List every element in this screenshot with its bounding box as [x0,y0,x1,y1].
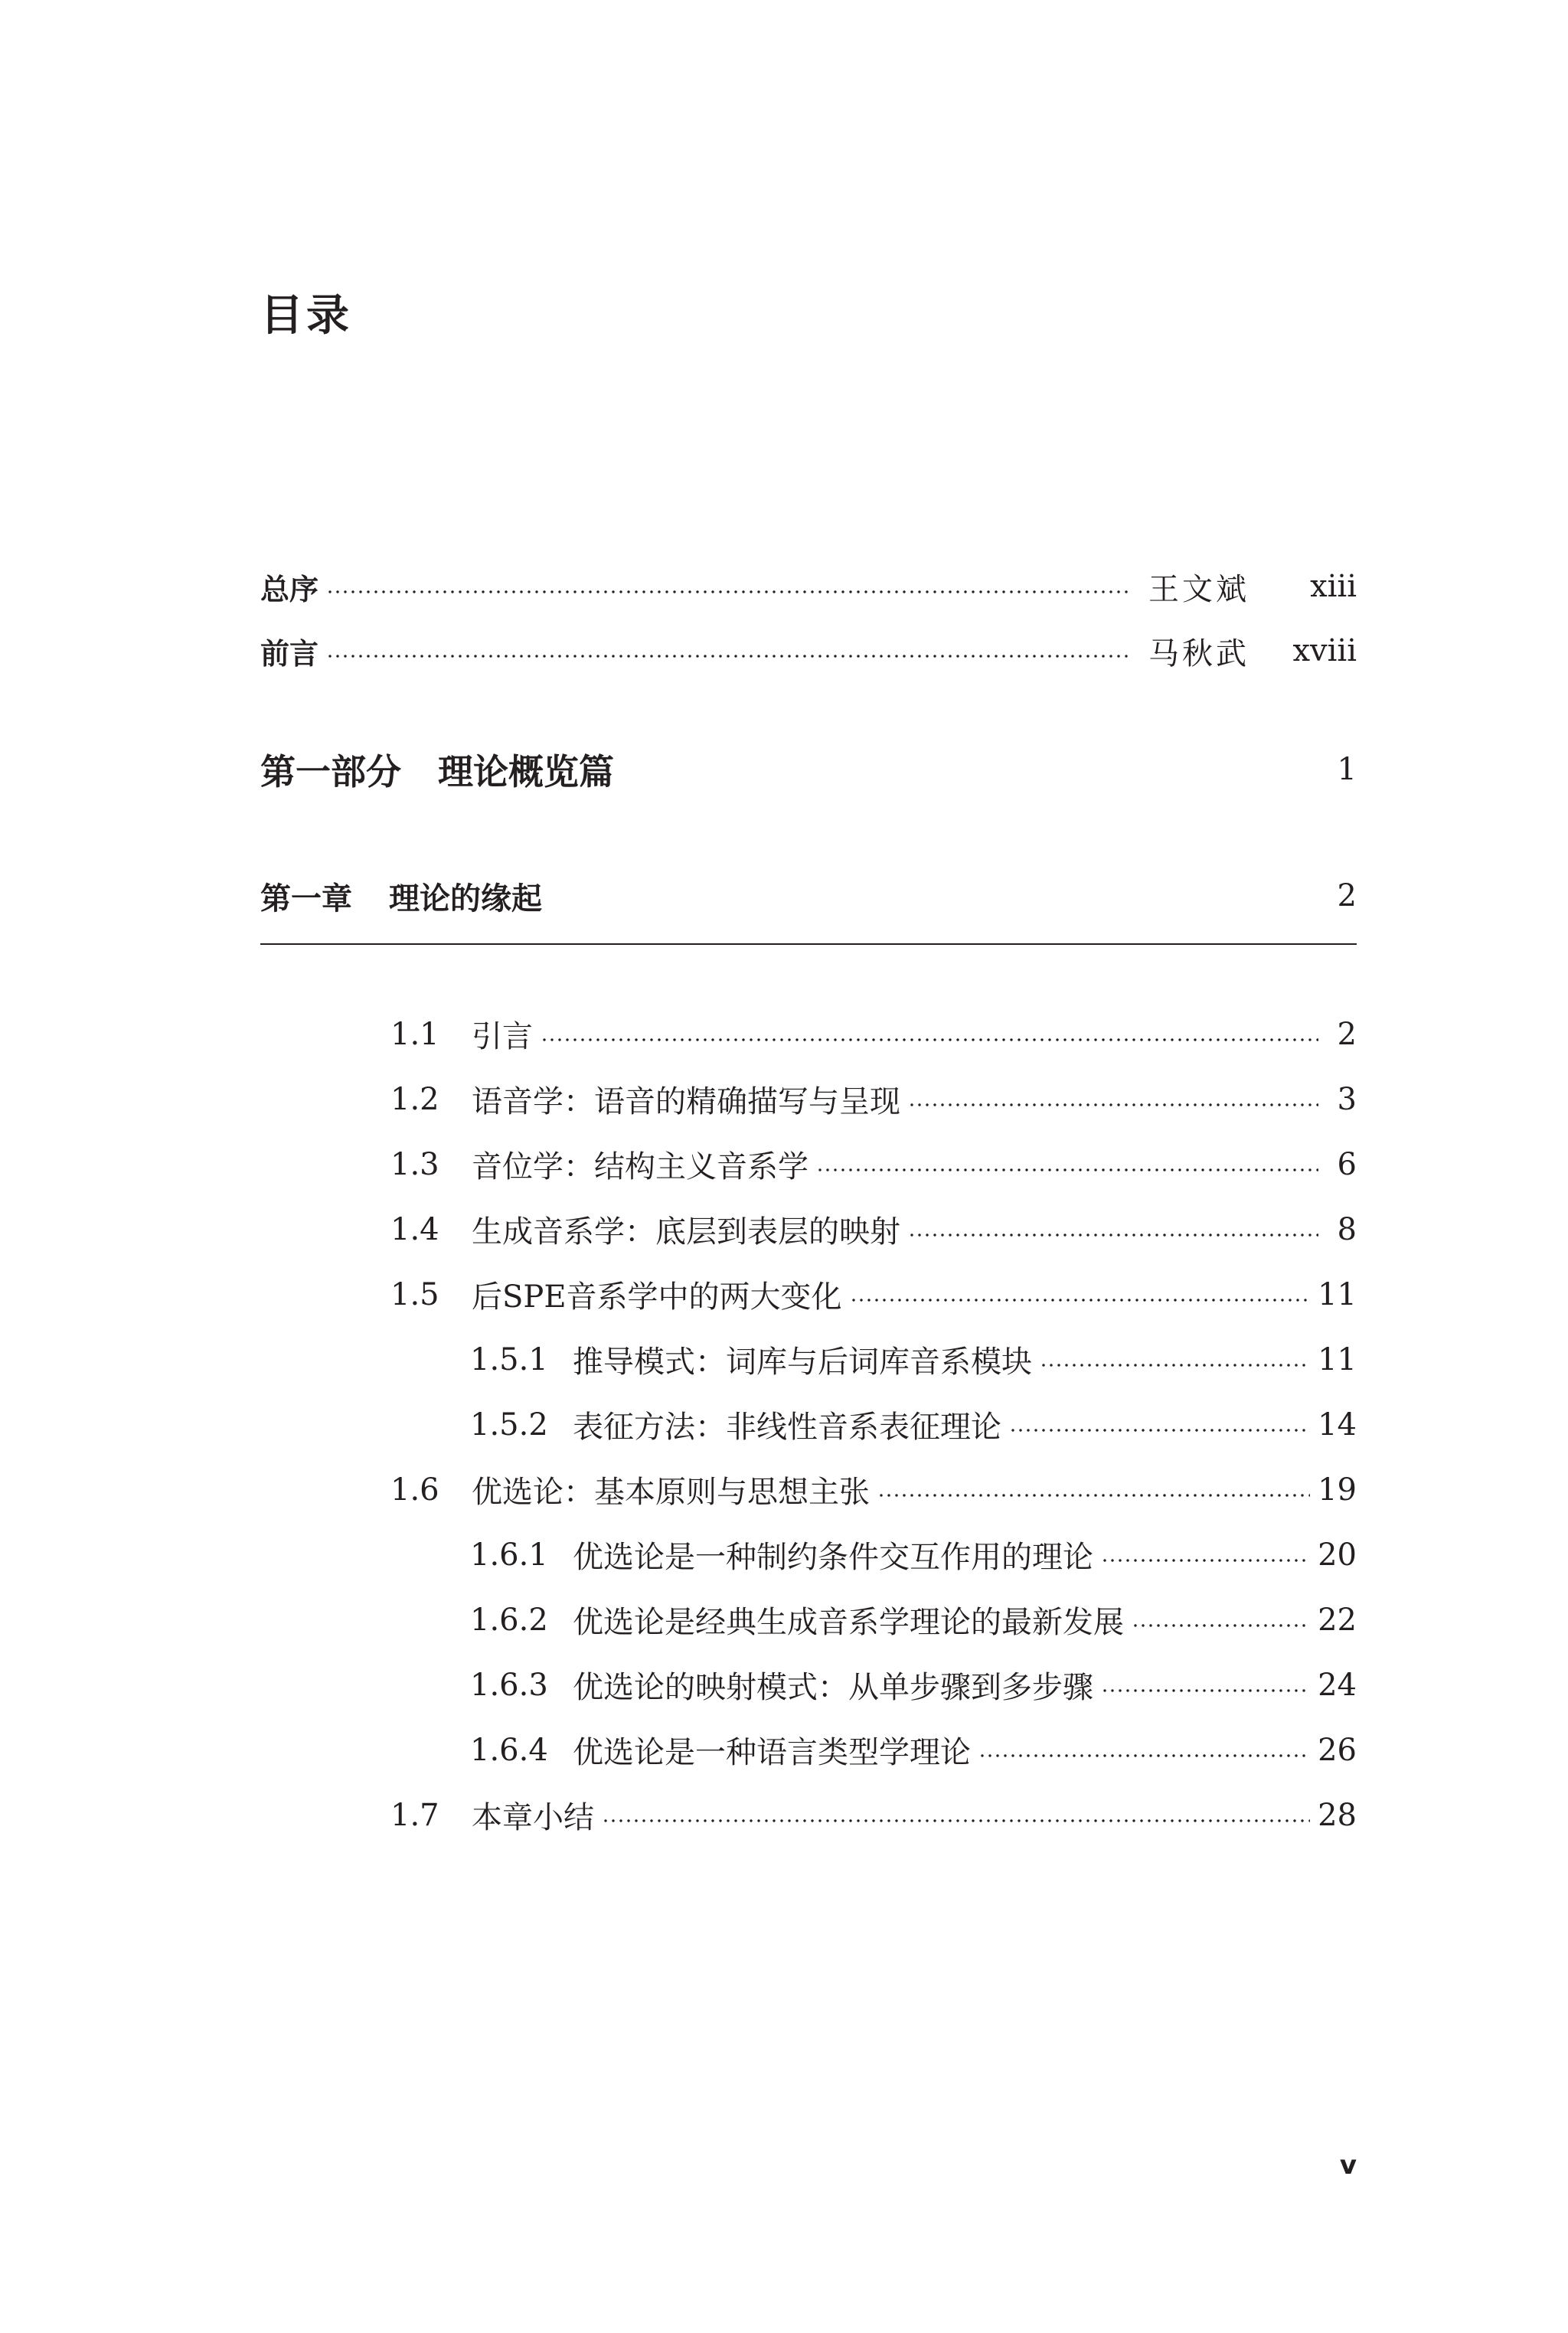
toc-entry-title: 引言 [472,1019,533,1054]
page-title: 目录 [260,291,352,341]
front-matter-row[interactable] [260,564,1357,609]
toc-entry-page: 19 [1318,1472,1357,1508]
dot-leader [326,655,1132,658]
toc-entry-title: 音位学：结构主义音系学 [472,1149,808,1184]
toc-entry-number: 1.6.4 [470,1732,548,1768]
toc-entry-number: 1.4 [390,1211,439,1247]
part-label [260,744,614,795]
front-matter-label: 总序 [260,572,319,606]
page-number: v [1339,2150,1357,2181]
toc-entry-title: 优选论是经典生成音系学理论的最新发展 [573,1605,1124,1640]
chapter-heading[interactable] [260,873,1357,919]
dot-leader [326,590,1132,593]
part-heading[interactable] [260,743,1357,796]
toc-entry[interactable] [390,1067,1357,1132]
chapter-number: 第一章 [260,881,352,917]
toc-entry-number: 1.5 [390,1276,439,1312]
toc-entry-title: 表征方法：非线性音系表征理论 [573,1410,1001,1445]
toc-entry-page: 3 [1337,1081,1357,1117]
toc-entry-number: 1.6 [390,1472,439,1508]
part-title: 理论概览篇 [438,751,614,792]
front-matter-label: 前言 [260,636,319,671]
chapter-title: 理论的缘起 [389,881,542,917]
toc-entry-title: 优选论：基本原则与思想主张 [472,1475,870,1510]
toc-entry[interactable] [390,1652,1357,1717]
toc-entry-page: 11 [1318,1276,1357,1312]
part-page: 1 [1337,752,1357,787]
toc-entry-number: 1.7 [390,1797,439,1833]
front-matter-row[interactable] [260,628,1357,674]
toc-entry-page: 20 [1318,1537,1357,1573]
toc-entry-page: 8 [1337,1211,1357,1247]
toc-list [390,1001,1357,1848]
dot-leader [1101,1689,1310,1692]
toc-entry-number: 1.6.3 [470,1667,548,1703]
dot-leader [1132,1624,1310,1627]
front-matter-page: xiii [1310,569,1357,604]
chapter-divider [260,943,1357,945]
front-matter-author: 王文斌 [1148,571,1250,607]
part-number: 第一部分 [260,751,401,792]
toc-entry[interactable] [390,1392,1357,1457]
dot-leader [850,1299,1311,1302]
toc-entry-title: 本章小结 [472,1800,594,1835]
toc-entry-number: 1.6.1 [470,1537,548,1573]
dot-leader [1009,1429,1310,1432]
toc-entry-page: 2 [1337,1016,1357,1052]
toc-entry-page: 24 [1318,1667,1357,1703]
toc-entry-title: 优选论是一种制约条件交互作用的理论 [573,1540,1093,1575]
toc-entry[interactable] [390,1717,1357,1782]
dot-leader [978,1754,1310,1757]
toc-entry-title: 推导模式：词库与后词库音系模块 [573,1345,1032,1380]
toc-entry-number: 1.5.2 [470,1407,548,1443]
front-matter-page: xviii [1292,633,1357,668]
toc-entry-number: 1.6.2 [470,1602,548,1638]
toc-entry-page: 22 [1318,1602,1357,1638]
toc-entry[interactable] [390,1262,1357,1327]
toc-entry[interactable] [390,1132,1357,1197]
toc-entry-page: 14 [1318,1407,1357,1443]
dot-leader [908,1233,1318,1237]
toc-entry-page: 28 [1318,1797,1357,1833]
toc-entry-number: 1.5.1 [470,1341,548,1377]
toc-entry[interactable] [390,1001,1357,1067]
toc-entry-title: 后SPE音系学中的两大变化 [472,1279,842,1315]
toc-entry[interactable] [390,1457,1357,1522]
toc-entry-page: 6 [1337,1146,1357,1182]
dot-leader [1040,1364,1310,1367]
toc-entry-page: 26 [1318,1732,1357,1768]
toc-entry-title: 优选论是一种语言类型学理论 [573,1735,971,1770]
toc-entry[interactable] [390,1522,1357,1587]
toc-entry-number: 1.2 [390,1081,439,1117]
dot-leader [877,1494,1310,1497]
dot-leader [908,1103,1318,1106]
toc-entry-title: 优选论的映射模式：从单步骤到多步骤 [573,1670,1093,1705]
dot-leader [1101,1559,1310,1562]
toc-entry[interactable] [390,1587,1357,1652]
chapter-page: 2 [1337,878,1357,913]
dot-leader [541,1038,1318,1041]
toc-entry-title: 生成音系学：底层到表层的映射 [472,1214,900,1250]
toc-entry[interactable] [390,1782,1357,1848]
front-matter-author: 马秋武 [1148,636,1250,671]
toc-entry[interactable] [390,1197,1357,1262]
toc-entry-number: 1.1 [390,1016,439,1052]
toc-entry-number: 1.3 [390,1146,439,1182]
chapter-label [260,874,542,918]
toc-entry-page: 11 [1318,1341,1357,1377]
toc-entry-title: 语音学：语音的精确描写与呈现 [472,1084,900,1119]
toc-entry[interactable] [390,1327,1357,1392]
dot-leader [602,1819,1310,1822]
dot-leader [816,1168,1318,1171]
